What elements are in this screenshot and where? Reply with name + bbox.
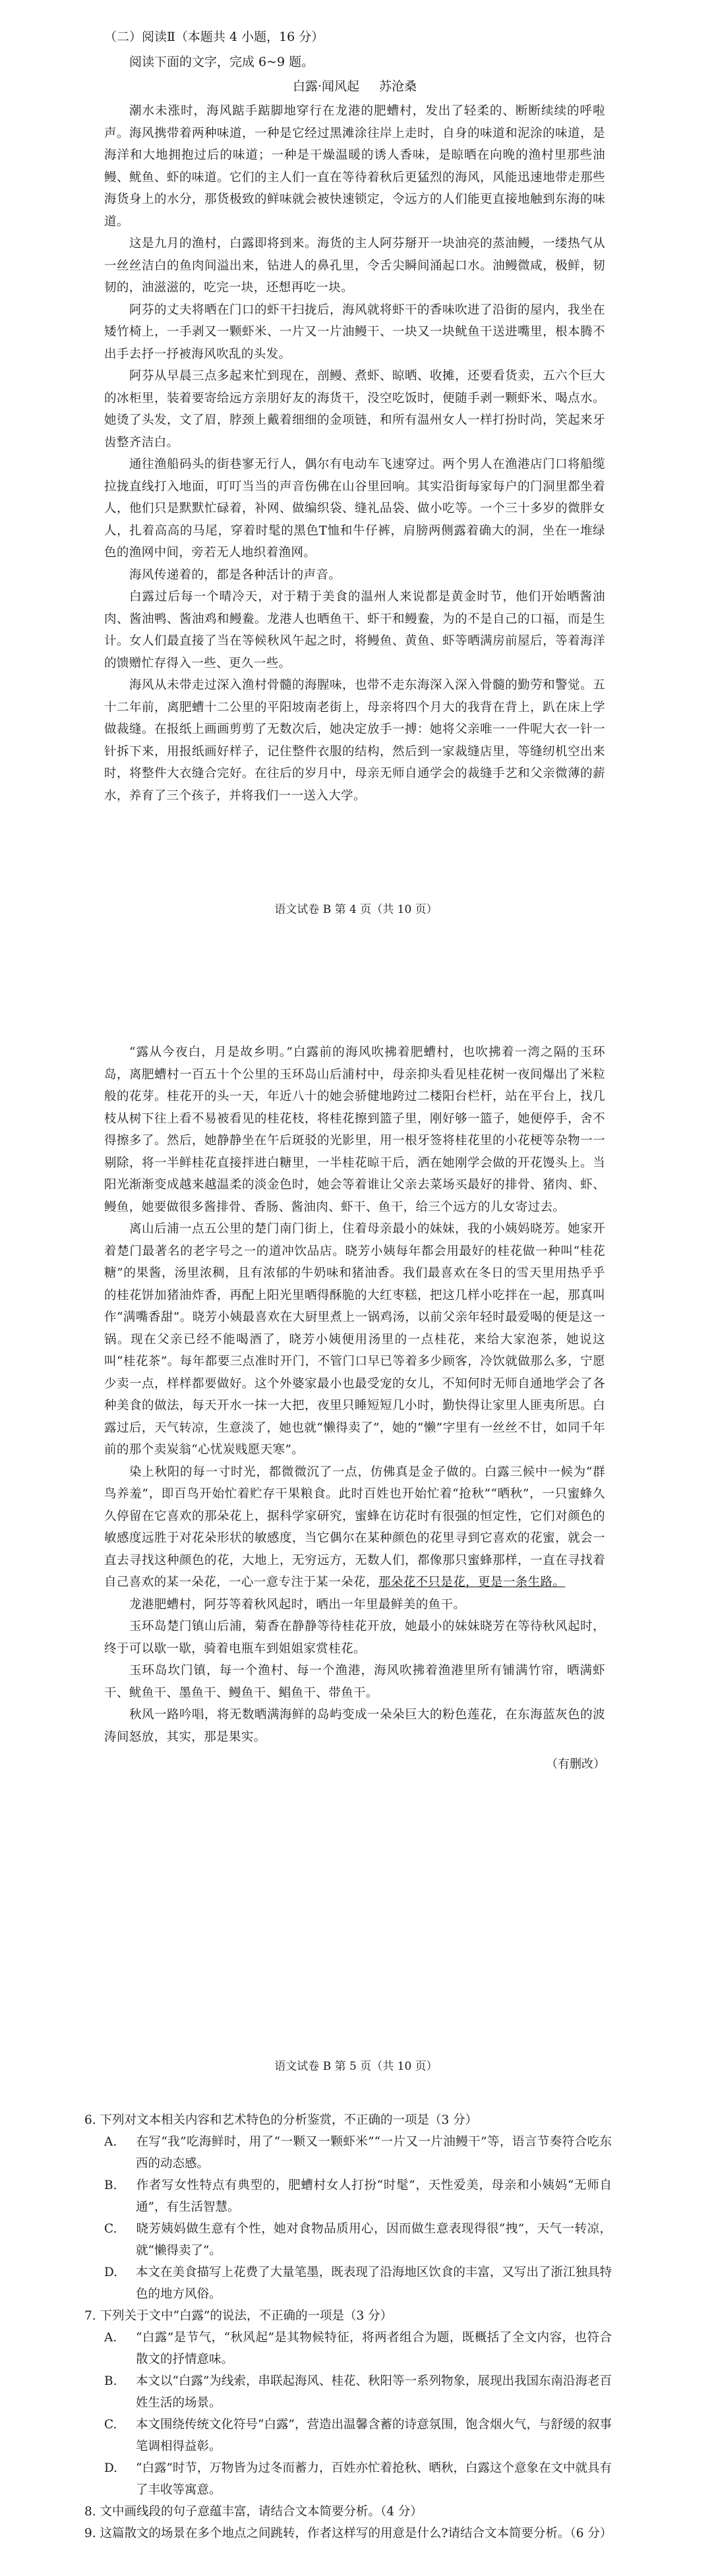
option-text: 本文在美食描写上花费了大量笔墨，既表现了沿海地区饮食的丰富，又写出了浙江独具特色的地方风俗。	[136, 2266, 612, 2301]
section-heading: （二）阅读Ⅱ（本题共 4 小题，16 分）	[104, 30, 324, 44]
option-text: 晓芳姨妈做生意有个性，她对食物品质用心，因而做生意表现得很“拽”，天气一转凉，就“懒得卖了”。	[136, 2222, 612, 2258]
paragraph: 白露过后每一个晴冷天，对于精于美食的温州人来说都是黄金时节，他们开始晒酱油肉、酱油鸭、酱油鸡和鳗鲞。龙港人也晒鱼干、虾干和鳗鲞，为的不是自己的口福，而是生计。女人们最直接了当在等候秋风午起之时，将鳗鱼、黄鱼、虾等晒满房前屋后，等着海洋的馈赠忙存得入一些、更久一些。	[104, 590, 605, 670]
underlined-sentence: 那朵花不只是花，更是一条生路。	[378, 1575, 566, 1589]
paragraph: “露从今夜白，月是故乡明。”白露前的海风吹拂着肥螬村，也吹拂着一湾之隔的玉环岛，离肥螬村一百五十个公里的玉环岛山后浦村中，母亲抑头看见桂花树一夜间爆出了米粒般的花芽。桂花开的头一天，年近八十的她会骄健地跨过二楼阳台栏杆，站在平台上，找几枝从树下往上看不易被看见的桂花枝，将桂花擦到篮子里，刚好够一篮子，她便停手，舍不得擦多了。然后，她静静坐在午后斑驳的光影里，用一根牙签将桂花里的小花梗等杂物一一剔除，将一半鲜桂花直接拌进白糖里，一半桂花晾干后，洒在她刚学会做的开花馒头上。当阳光渐渐变成越来越温柔的淡金色时，她会等着谁让父亲去菜场买最好的排骨、猪肉、虾、鳗鱼，她要做很多酱排骨、香肠、酱油肉、虾干、鱼干，给三个远方的儿女寄过去。	[104, 1045, 605, 1214]
article-title: 白露·闻风起	[292, 79, 360, 94]
question-9-stem: 9. 这篇散文的场景在多个地点之间跳转，作者这样写的用意是什么?请结合文本简要分析。（6 分）	[84, 2527, 612, 2540]
option-text: 本文围绕传统文化符号“白露”，营造出温馨含蓄的诗意氛围，饱含烟火气，与舒缓的叙事笔调相得益彰。	[136, 2418, 612, 2453]
questions-section	[84, 2109, 612, 2544]
option-letter: B.	[104, 2179, 117, 2192]
question-7-option-c	[104, 2414, 612, 2457]
option-letter: C.	[104, 2418, 117, 2432]
page-footer: 语文试卷 B 第 4 页（共 10 页）	[274, 903, 438, 916]
question-7-option-b	[104, 2370, 612, 2414]
exam-page-5	[0, 1015, 712, 2083]
page-5-content	[104, 1041, 605, 1776]
paragraph: 通往渔船码头的街巷寥无行人，偶尔有电动车飞速穿过。两个男人在渔港店门口将船缆拉拢直线打入地面，叮叮当当的声音伤佛在山谷里回响。其实沿街每家每户的门洞里都坐着人，他们只是默默忙碌着，补网、做编织袋、缝礼品袋、做小吃等。一个三十多岁的微胖女人，扎着高高的马尾，穿着时髦的黑色T恤和牛仔裤，肩膀两侧露着确大的洞，坐在一堆绿色的渔网中间，旁若无人地织着渔网。	[104, 457, 605, 560]
option-letter: C.	[104, 2222, 117, 2236]
option-letter: D.	[104, 2461, 118, 2475]
question-7-option-d	[104, 2457, 612, 2501]
exam-page-6	[0, 2096, 712, 2576]
question-7-stem: 7. 下列关于文中“白露”的说法，不正确的一项是（3 分）	[84, 2309, 393, 2323]
paragraph-text: 染上秋阳的每一寸时光，都微微沉了一点，仿佛真是金子做的。白露三候中一候为“群鸟养羞”，即百鸟开始忙着贮存干果粮食。此时百姓也开始忙着“抢秋”“晒秋”，一只蜜蜂久久停留在它喜欢的那朵花上，据科学家研究，蜜蜂在访花时有很强的恒定性，它们对颜色的敏感度远胜于对花朵形状的敏感度，当它偶尔在某种颜色的花里寻到它喜欢的花蜜，就会一直去寻找这种颜色的花，大地上，无穷远方，无数人们，都像那只蜜蜂那样，一直在寻找着自己喜欢的某一朵花，一心一意专注于某一朵花，那朵花不只是花，更是一条生路。	[104, 1465, 605, 1589]
article-title-line	[104, 75, 605, 98]
reading-instruction: 阅读下面的文字，完成 6~9 题。	[129, 55, 314, 69]
paragraph: 这是九月的渔村，白露即将到来。海货的主人阿芬掰开一块油亮的蒸油鳗，一缕热气从一丝丝洁白的鱼肉间溢出来，钻进人的鼻孔里，令舌尖瞬间涌起口水。油鳗微咸，极鲜，韧韧的，油滋滋的，吃完一块，还想再吃一块。	[104, 237, 605, 295]
paragraph: 玉环岛楚门镇山后浦，菊香在静静等待桂花开放，她最小的妹妹晓芳在等待秋风起时，终于可以歇一歇，骑着电瓶车到姐姐家赏桂花。	[104, 1620, 605, 1656]
abridged-note: （有删改）	[546, 1757, 605, 1771]
option-text: “白露”是节气，“秋风起”是其物候特征，将两者组合为题，既概括了全文内容，也符合散文的抒情意味。	[136, 2331, 612, 2366]
question-6-stem: 6. 下列对文本相关内容和艺术特色的分析鉴赏，不正确的一项是（3 分）	[84, 2113, 478, 2127]
option-text: “白露”时节，万物皆为过冬而蓄力，百姓亦忙着抢秋、晒秋，白露这个意象在文中就具有了丰收等寓意。	[136, 2461, 612, 2497]
option-letter: A.	[104, 2331, 117, 2345]
option-letter: B.	[104, 2374, 117, 2388]
paragraph: 海风从未带走过深入渔村骨髓的海腥味，也带不走东海深入深入骨髓的勤劳和警觉。五十二年前，离肥螬十二公里的平阳坡南老街上，母亲将四个月大的我背在背上，趴在床上学做裁缝。在报纸上画画剪剪了无数次后，她决定放手一搏：她将父亲唯一一件呢大衣一针一针拆下来，用报纸画好样子，记住整件衣服的结构，然后到一家裁缝店里，等缝纫机空出来时，将整件大衣缝合完好。在往后的岁月中，母亲无师自通学会的裁缝手艺和父亲微薄的薪水，养育了三个孩子，并将我们一一送入大学。	[104, 678, 605, 803]
question-7-option-a	[104, 2327, 612, 2370]
option-letter: A.	[104, 2135, 117, 2149]
paragraph: 龙港肥螬村，阿芬等着秋风起时，晒出一年里最鲜美的鱼干。	[129, 1597, 466, 1612]
paragraph: 离山后浦一点五公里的楚门南门街上，住着母亲最小的妹妹，我的小姨妈晓芳。她家开着楚门最著名的老字号之一的道冲饮品店。晓芳小姨每年都会用最好的桂花做一种叫“桂花糖”的果酱，汤里浓稠，且有浓郁的牛奶味和猪油香。我们最喜欢在冬日的雪天里用热乎乎的桂花饼加猪油炸香，再配上阳光里晒得酥脆的大红枣糕，把这几样小吃拌在一起，那真叫作“满嘴香甜”。晓芳小姨最喜欢在大厨里煮上一锅鸡汤，以前父亲年轻时最爱喝的便是这一锅。现在父亲已经不能喝酒了，晓芳小姨便用汤里的一点桂花，来给大家泡茶，她说这叫“桂花茶”。每年都要三点准时开门，不管门口早已等着多少顾客，冷饮就做那么多，宁愿少卖一点，样样都要做好。这个外婆家最小也最受宠的女儿，不知何时无师自通地学会了各种美食的做法，每天开水一抹一大把，夜里只睡短短几小时，勤快得让家里人匪夷所思。白露过后，天气转凉，生意淡了，她也就“懒得卖了”，她的“懒”字里有一丝丝不甘，如同千年前的那个卖炭翁“心忧炭贱愿天寒”。	[104, 1222, 605, 1457]
paragraph: 阿芬的丈夫将晒在门口的虾干扫拢后，海风就将虾干的香味吹进了沿街的屋内，我坐在矮竹椅上，一手剥又一颗虾米、一片又一片油鳗干、一块又一块鱿鱼干送进嘴里，根本腾不出手去抒一抒被海风吹乱的头发。	[104, 303, 605, 361]
paragraph: 玉环岛坎门镇，每一个渔村、每一个渔港，海风吹拂着渔港里所有铺满竹帘，晒满虾干、鱿鱼干、墨鱼干、鳗鱼干、鲳鱼干、带鱼干。	[104, 1664, 605, 1700]
paragraph: 秋风一路吟唱，将无数晒满海鲜的岛屿变成一朵朵巨大的粉色莲花，在东海蓝灰色的波涛间怒放，其实，那是果实。	[104, 1708, 605, 1744]
option-text: 本文以“白露”为线索，串联起海风、桂花、秋阳等一系列物象，展现出我国东南沿海老百姓生活的场景。	[136, 2374, 612, 2410]
question-8-stem: 8. 文中画线段的句子意蕴丰富，请结合文本简要分析。（4 分）	[84, 2505, 423, 2519]
article-author: 苏沧桑	[379, 79, 417, 94]
exam-page-4	[0, 0, 712, 936]
option-letter: D.	[104, 2266, 118, 2279]
question-6-option-c	[104, 2218, 612, 2262]
question-6-option-a	[104, 2131, 612, 2175]
paragraph: 海风传递着的，都是各种活计的声音。	[129, 568, 341, 582]
question-6-option-b	[104, 2175, 612, 2218]
option-text: 在写“我”吃海鲜时，用了“一颗又一颗虾米”“一片又一片油鳗干”等，语言节奏符合吃东西的动态感。	[136, 2135, 612, 2171]
paragraph: 潮水未涨时，海风踮手踮脚地穿行在龙港的肥螬村，发出了轻柔的、断断续续的呼啦声。海风携带着两种味道，一种是它经过黑滩涂往岸上走时，自身的味道和泥涂的味道，是海洋和大地拥抱过后的味道；一种是干燥温暖的诱人香味，是晾晒在向晚的渔村里那些油鳗、鱿鱼、虾的味道。它们的主人们一直在等待着秋后更猛烈的海风，风能迅速地带走那些海货身上的水分，那货极致的鲜味就会被快速锁定，令远方的人们能更直接地触到东海的味道。	[104, 104, 605, 229]
paragraph: 阿芬从早晨三点多起来忙到现在，剖鳗、煮虾、晾晒、收摊，还要看货卖，五六个巨大的冰柜里，装着要寄给远方亲朋好友的海货干，没空吃饭时，便随手剥一颗虾米、喝点水。她烫了头发，文了眉，脖颈上戴着细细的金项链，和所有温州女人一样打扮时尚，笑起来牙齿整齐洁白。	[104, 369, 605, 450]
question-6-option-d	[104, 2262, 612, 2305]
page-footer: 语文试卷 B 第 5 页（共 10 页）	[274, 2060, 438, 2073]
paragraph	[104, 1461, 605, 1594]
option-text: 作者写女性特点有典型的，肥螬村女人打扮“时髦”，天性爱美，母亲和小姨妈“无师自通”，有生活智慧。	[136, 2179, 612, 2214]
page-4-content	[104, 26, 605, 807]
